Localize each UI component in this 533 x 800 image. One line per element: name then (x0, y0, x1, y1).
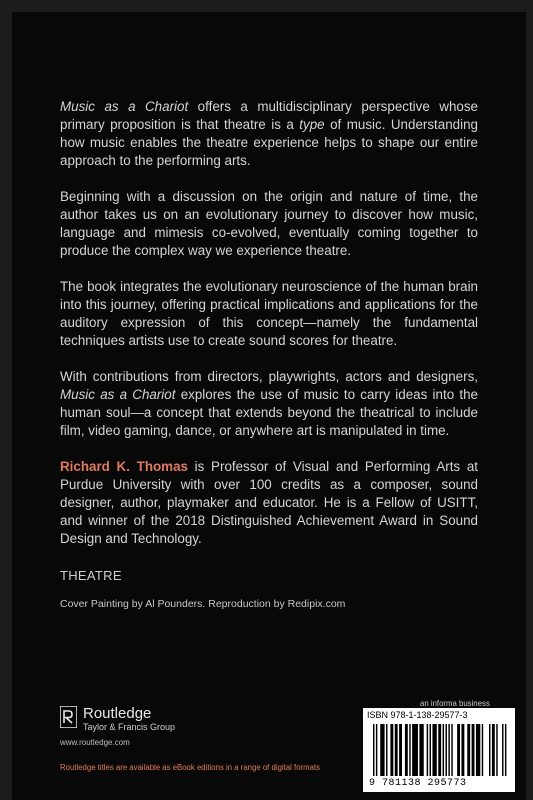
barcode-digits-text: 9 781138 295773 (369, 778, 467, 789)
barcode-digits (363, 778, 515, 789)
author-bio (60, 458, 478, 548)
barcode-bar (432, 724, 436, 776)
barcode-bar (461, 724, 464, 776)
barcode-bar (395, 724, 398, 776)
barcode-bar (492, 724, 495, 776)
author-bio-text: is Professor of Visual and Performing Arts at Purdue University with over 100 credits as a composer, sound designer, author, playmaker and educator. He is a Fellow of USITT, and winner of the 2018 Distinguished Achievement Award in Sound Design and Technology. (60, 459, 478, 546)
barcode-bars (363, 722, 515, 778)
barcode-bar (412, 724, 418, 776)
barcode-bar (448, 724, 449, 776)
informa-label: an informa business (420, 699, 490, 708)
barcode-bar (405, 724, 408, 776)
routledge-logo-icon (60, 706, 77, 728)
blurb-text-span: explores the use of music to carry ideas into the human soul—a concept that extends beyond the theatrical to include film, video gaming, dance, or anywhere art is manipulated in time. (60, 387, 478, 438)
barcode-bar (427, 724, 428, 776)
barcode-bar (373, 724, 374, 776)
barcode-bar (505, 724, 506, 776)
barcode-bar (446, 724, 447, 776)
barcode-bar (399, 724, 402, 776)
barcode-bar (386, 724, 387, 776)
blurb-paragraph-2: Beginning with a discussion on the origin and nature of time, the author takes us on an evolutionary journey to discover how music, language and mimesis co-evolved, eventually coming together to produce the complex way we experience theatre. (60, 189, 478, 258)
barcode-bar (476, 724, 480, 776)
isbn-number: ISBN 978-1-138-29577-3 (367, 710, 468, 720)
publisher-name: Routledge (83, 705, 152, 722)
blurb-text (60, 98, 478, 566)
blurb-text-span: of music. Understanding how music enables the theatre experience helps to shape our entire approach to the performing arts. (60, 117, 478, 168)
emphasis-text: type (299, 117, 325, 132)
category-label: THEATRE (60, 568, 122, 583)
book-title: Music as a Chariot (60, 387, 176, 402)
author-name: Richard K. Thomas (60, 459, 188, 474)
cover-credit: Cover Painting by Al Pounders. Reproduction by Redipix.com (60, 598, 346, 610)
book-title: Music as a Chariot (60, 99, 189, 114)
blurb-paragraph-3: The book integrates the evolutionary neuroscience of the human brain into this journey, offering practical implications and applications for the auditory expression of this concept—namely the fundamental techniques artists use to create sound scores for theatre. (60, 279, 478, 348)
barcode-bar (419, 724, 423, 776)
publisher-subtitle: Taylor & Francis Group (83, 722, 176, 732)
barcode-bar (472, 724, 475, 776)
ebook-note: Routledge titles are available as eBook editions in a range of digital formats (60, 763, 321, 772)
barcode-bar (390, 724, 393, 776)
barcode-bar (443, 724, 444, 776)
barcode-bar (430, 724, 431, 776)
blurb-paragraph-1 (60, 98, 478, 170)
blurb-paragraph-4 (60, 368, 478, 440)
publisher-logo (60, 706, 175, 733)
barcode-bar (409, 724, 410, 776)
barcode-bar (438, 724, 441, 776)
barcode-bar (502, 724, 503, 776)
barcode-bar (376, 724, 377, 776)
blurb-text-span: With contributions from directors, playwrights, actors and designers, (60, 369, 478, 384)
barcode-bar (467, 724, 470, 776)
publisher-website: www.routledge.com (60, 738, 130, 747)
barcode-bar (482, 724, 483, 776)
barcode-bar (489, 724, 490, 776)
barcode-bar (380, 724, 384, 776)
barcode-bar (451, 724, 452, 776)
blurb-text-span: offers a multidisciplinary perspective whose primary proposition is that theatre is a (60, 99, 478, 132)
barcode-bar (457, 724, 460, 776)
barcode (363, 708, 515, 792)
barcode-bar (496, 724, 497, 776)
